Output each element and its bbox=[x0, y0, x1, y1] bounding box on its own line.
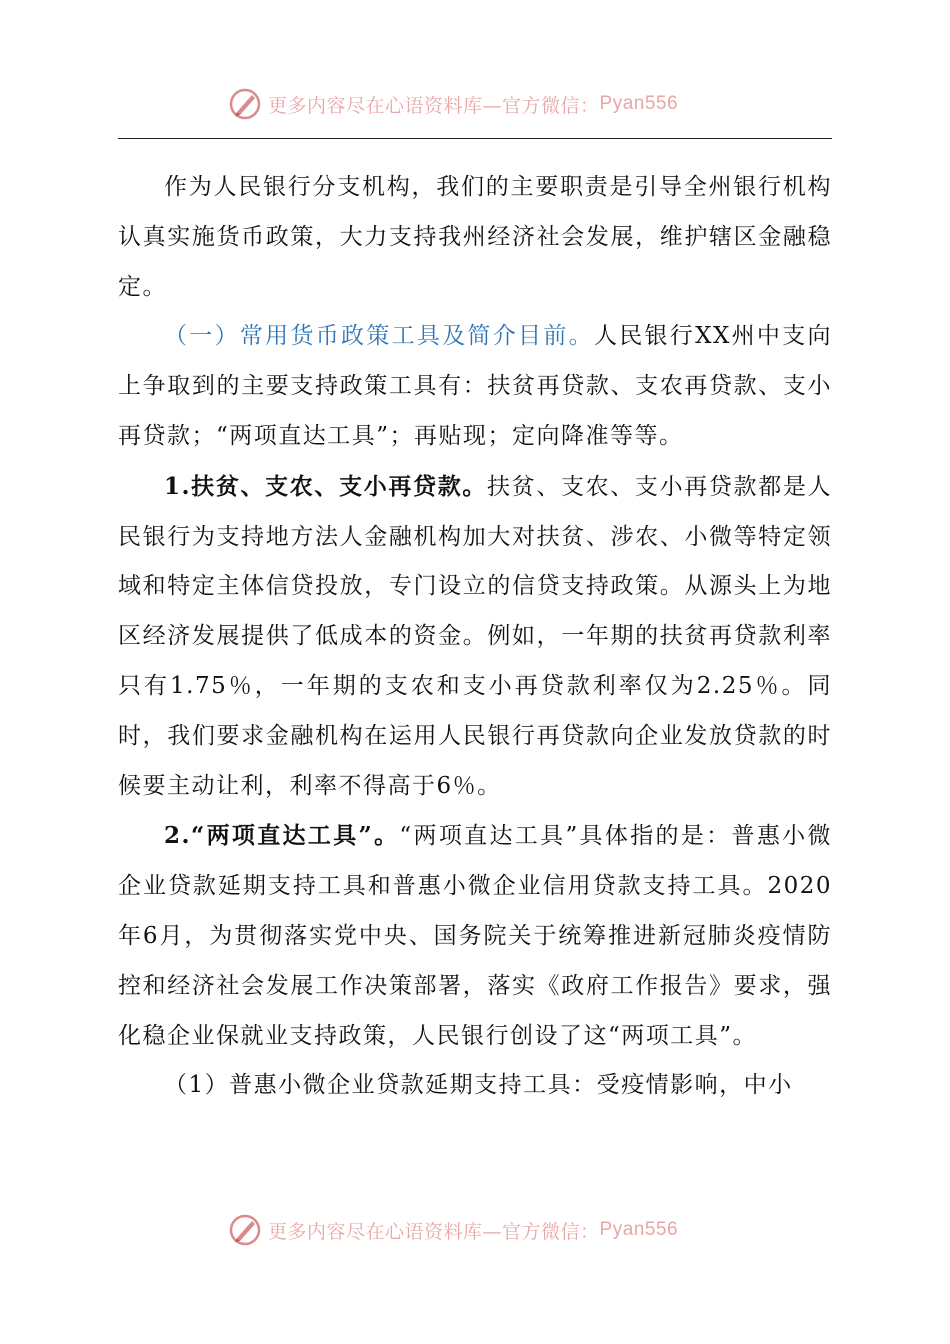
paragraph-item-1: （1）普惠小微企业贷款延期支持工具：受疫情影响，中小 bbox=[164, 1072, 793, 1099]
footer-banner bbox=[228, 1210, 678, 1250]
banner-text: 更多内容尽在心语资料库—官方微信： bbox=[268, 1220, 600, 1243]
banner-wechat-id: Pyan556 bbox=[599, 1219, 679, 1240]
subsection-heading: 1.扶贫、支农、支小再贷款。 bbox=[164, 472, 488, 500]
header-divider bbox=[118, 138, 832, 139]
paragraph-text: 人民银行XX州中支向上争取到的主要支持政策工具有：扶贫再贷款、支农再贷款、支小再贷款；“两项直达工具”；再贴现；定向降准等等。 bbox=[118, 323, 833, 449]
paragraph-direct-tools bbox=[118, 811, 832, 1061]
paragraph-text: “两项直达工具”具体指的是：普惠小微企业贷款延期支持工具和普惠小微企业信用贷款支持工具。2020年6月，为贯彻落实党中央、国务院关于统筹推进新冠肺炎疫情防控和经济社会发展工作决策部署，落实《政府工作报告》要求，强化稳企业保就业支持政策，人民银行创设了这“两项工具”。 bbox=[118, 823, 832, 1049]
paragraph-relending bbox=[118, 462, 832, 812]
subsection-heading: 2.“两项直达工具”。 bbox=[164, 822, 400, 850]
pen-logo-icon bbox=[228, 87, 262, 121]
paragraph-tools bbox=[118, 312, 832, 461]
document-body bbox=[118, 163, 832, 1111]
pen-logo-icon bbox=[228, 1213, 262, 1247]
banner-text: 更多内容尽在心语资料库—官方微信： bbox=[268, 94, 600, 117]
section-heading: （一）常用货币政策工具及简介目前。 bbox=[164, 323, 594, 350]
header-banner bbox=[228, 84, 678, 124]
paragraph-text: 扶贫、支农、支小再贷款都是人民银行为支持地方法人金融机构加大对扶贫、涉农、小微等特定领域和特定主体信贷投放，专门设立的信贷支持政策。从源头上为地区经济发展提供了低成本的资金。例如，一年期的扶贫再贷款利率只有1.75％，一年期的支农和支小再贷款利率仅为2.25％。同时，我们要求金融机构在运用人民银行再贷款向企业发放贷款的时候要主动让利，利率不得高于6％。 bbox=[118, 473, 833, 799]
banner-wechat-id: Pyan556 bbox=[599, 93, 679, 114]
paragraph-intro: 作为人民银行分支机构，我们的主要职责是引导全州银行机构认真实施货币政策，大力支持我州经济社会发展，维护辖区金融稳定。 bbox=[118, 174, 832, 300]
